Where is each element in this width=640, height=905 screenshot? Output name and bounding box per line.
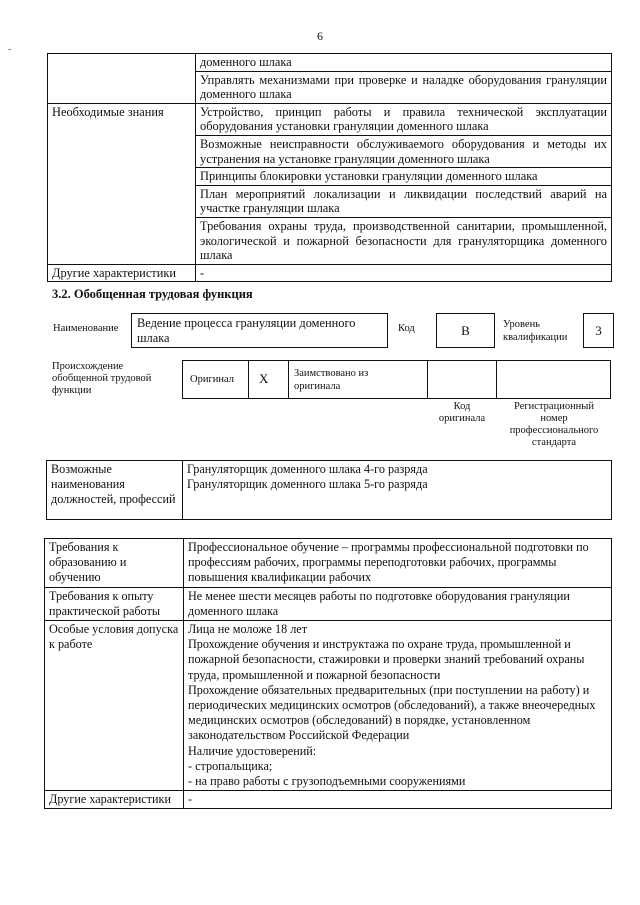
- level-box: [583, 313, 614, 348]
- table1-cell: Управлять механизмами при проверке и наладке оборудования грануляции доменного шлака: [196, 71, 612, 103]
- original-label: Оригинал: [190, 374, 234, 385]
- education-value: Профессиональное обучение – программы профессиональной подготовки по профессиям рабочих, программы переподготовки рабочих, программы повышения квалификации рабочих: [184, 539, 612, 588]
- special-line: Лица не моложе 18 лет: [188, 622, 308, 637]
- position-item: Грануляторщик доменного шлака 5-го разряда: [187, 477, 428, 491]
- table1-cell: Возможные неисправности обслуживаемого оборудования и методы их устранения на установке грануляции доменного шлака: [196, 135, 612, 167]
- borrowed-label-1: Заимствовано из: [294, 368, 369, 379]
- special-line: - на право работы с грузоподъемными сооружениями: [188, 774, 466, 789]
- corner-mark: -: [8, 44, 12, 55]
- borrowed-label-2: оригинала: [294, 381, 341, 392]
- experience-label: Требования к опыту практической работы: [45, 587, 184, 620]
- special-line: Наличие удостоверений:: [188, 743, 317, 758]
- table1-cell: -: [196, 264, 612, 282]
- code-caption-1: Код: [453, 401, 471, 412]
- table1-cell: Требования охраны труда, производственной санитарии, промышленной, экологической и пожарной безопасности для грануляторщика доменного шлака: [196, 217, 612, 264]
- other-value: -: [184, 791, 612, 809]
- position-item: Грануляторщик доменного шлака 4-го разряда: [187, 462, 428, 476]
- positions-label: Возможные наименования должностей, профессий: [47, 461, 183, 520]
- table1-cell: Принципы блокировки установки грануляции доменного шлака: [196, 168, 612, 186]
- reg-caption-1: Регистрационный: [514, 401, 594, 412]
- origin-box: [182, 360, 611, 399]
- reg-caption-2: номер: [540, 413, 568, 424]
- table1-cell: План мероприятий локализации и ликвидации последствий аварий на участке грануляции шлака: [196, 185, 612, 217]
- special-line: - стропальщика;: [188, 758, 273, 773]
- origin-label-2: обобщенной трудовой: [52, 373, 152, 384]
- code-value: B: [461, 323, 470, 338]
- divider: [248, 361, 249, 398]
- special-conditions-value: [184, 621, 612, 791]
- divider: [496, 361, 497, 398]
- reg-caption-4: стандарта: [531, 437, 577, 448]
- code-box: [436, 313, 495, 348]
- name-box: [131, 313, 388, 348]
- special-conditions-label: Особые условия допуска к работе: [45, 621, 184, 791]
- special-line: Прохождение обучения и инструктажа по охране труда, промышленной и пожарной безопасности, стажировки и проверки знаний требований охраны труда, промышленной и пожарной безопасности: [188, 637, 585, 682]
- level-label-2: квалификации: [503, 332, 568, 343]
- origin-label-1: Происхождение: [52, 361, 124, 372]
- name-value: Ведение процесса грануляции доменного шлака: [137, 316, 356, 345]
- section-title: 3.2. Обобщенная трудовая функция: [52, 287, 253, 301]
- requirements-table: [44, 538, 612, 809]
- table1-cell: доменного шлака: [196, 54, 612, 72]
- other-label: Другие характеристики: [45, 791, 184, 809]
- reg-caption: [496, 401, 612, 449]
- divider: [288, 361, 289, 398]
- code-caption: [427, 401, 497, 425]
- table1-cell: Устройство, принцип работы и правила технической эксплуатации оборудования установки грануляции доменного шлака: [196, 103, 612, 135]
- special-line: Прохождение обязательных предварительных (при поступлении на работу) и периодических медицинских осмотров (обследований), а также внеочередных медицинских осмотров (обследований) в порядке, установленном законодательством Российской Федерации: [188, 682, 596, 743]
- original-mark: X: [259, 371, 269, 386]
- knowledge-table: [47, 53, 612, 282]
- required-knowledge-label: Необходимые знания: [48, 103, 196, 264]
- education-label: Требования к образованию и обучению: [45, 539, 184, 588]
- table1-empty-label: [48, 54, 196, 104]
- experience-value: Не менее шести месяцев работы по подготовке оборудования грануляции доменного шлака: [184, 587, 612, 620]
- divider: [427, 361, 428, 398]
- code-label: Код: [398, 323, 415, 334]
- level-value: 3: [595, 323, 602, 338]
- level-label-1: Уровень: [503, 319, 540, 330]
- page-number: 6: [317, 29, 323, 43]
- origin-label-3: функции: [52, 385, 92, 396]
- positions-values: [183, 461, 612, 520]
- reg-caption-3: профессионального: [509, 425, 599, 436]
- name-label: Наименование: [53, 323, 119, 334]
- code-caption-2: оригинала: [438, 413, 486, 424]
- positions-table: [46, 460, 612, 520]
- other-characteristics-label: Другие характеристики: [48, 264, 196, 282]
